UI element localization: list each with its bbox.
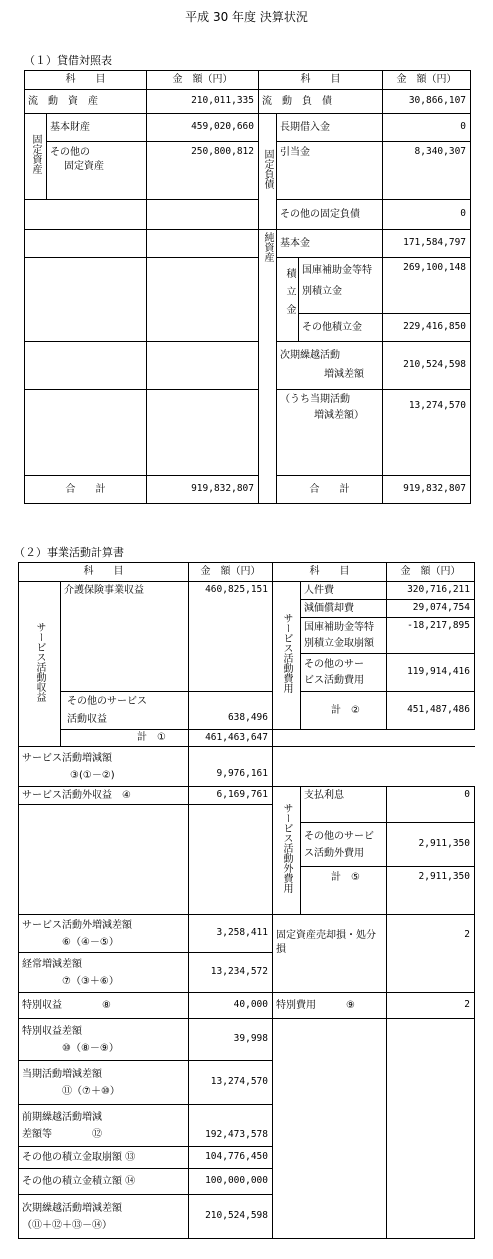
disposal-label: 固定資産売却損・処分損 bbox=[273, 915, 387, 993]
fixed-assets-group: 固定資産 bbox=[25, 114, 47, 200]
other-fixed-liab-value: 0 bbox=[383, 200, 471, 230]
empty-cell bbox=[147, 258, 259, 342]
basic-property-value: 459,020,660 bbox=[147, 114, 259, 142]
other-service-income-label: その他のサービス 活動収益 bbox=[61, 692, 189, 730]
nonop-total-label: 計 ⑤ bbox=[301, 867, 387, 915]
service-diff-label: サービス活動増減額 ③(①－②) bbox=[19, 747, 189, 787]
empty-cell bbox=[147, 200, 259, 230]
empty-cell bbox=[25, 390, 147, 476]
total-right-label: 合 計 bbox=[277, 476, 383, 504]
care-insurance-label: 介護保険事業収益 bbox=[61, 582, 189, 692]
balance-sheet-table bbox=[24, 70, 471, 504]
income-total-label: 計 ① bbox=[61, 730, 189, 747]
special-income-label: 特別収益 ⑧ bbox=[19, 993, 189, 1019]
current-assets-label: 流 動 資 産 bbox=[25, 90, 147, 114]
ordinary-diff-value: 13,234,572 bbox=[189, 953, 273, 993]
header-amount-left: 金 額（円） bbox=[147, 71, 259, 90]
header-item-left: 科 目 bbox=[19, 563, 189, 582]
personnel-value: 320,716,211 bbox=[387, 582, 475, 600]
personnel-label: 人件費 bbox=[301, 582, 387, 600]
empty-cell bbox=[189, 805, 273, 915]
accum-group: 積立金 bbox=[277, 258, 299, 342]
period-diff-value: 13,274,570 bbox=[189, 1061, 273, 1105]
reserve-reversal-value: 104,776,450 bbox=[189, 1147, 273, 1169]
page-title: 平成 30 年度 決算状況 bbox=[185, 10, 308, 24]
reserve-accum-label: その他の積立金積立額 ⑭ bbox=[19, 1169, 189, 1195]
special-diff-value: 39,998 bbox=[189, 1019, 273, 1061]
nonop-total-value: 2,911,350 bbox=[387, 867, 475, 915]
service-cost-group: サービス活動費用 bbox=[273, 582, 301, 730]
empty-cell bbox=[273, 747, 475, 787]
current-liab-value: 30,866,107 bbox=[383, 90, 471, 114]
activity-statement-table bbox=[18, 562, 475, 1239]
prev-carry-label: 前期繰越活動増減 差額等 ⑫ bbox=[19, 1105, 189, 1147]
total-left-label: 合 計 bbox=[25, 476, 147, 504]
current-period-label: （うち当期活動 増減差額） bbox=[277, 390, 383, 476]
ordinary-diff-label: 経常増減差額 ⑦（③＋⑥） bbox=[19, 953, 189, 993]
reserve-value: 8,340,307 bbox=[383, 142, 471, 200]
subsidy-reserve-value: 269,100,148 bbox=[383, 258, 471, 314]
header-amount-left: 金 額（円） bbox=[189, 563, 273, 582]
cost-total-value: 451,487,486 bbox=[387, 692, 475, 730]
empty-cell bbox=[19, 805, 189, 915]
reserve-label: 引当金 bbox=[277, 142, 383, 200]
total-right-value: 919,832,807 bbox=[383, 476, 471, 504]
other-fixed-liab-label: その他の固定負債 bbox=[277, 200, 383, 230]
total-left-value: 919,832,807 bbox=[147, 476, 259, 504]
carry-forward-value: 210,524,598 bbox=[383, 342, 471, 390]
disposal-value: 2 bbox=[387, 915, 475, 993]
empty-cell bbox=[25, 230, 147, 258]
service-diff-value: 9,976,161 bbox=[189, 747, 273, 787]
other-service-income-value: 638,496 bbox=[189, 692, 273, 730]
depreciation-label: 減価償却費 bbox=[301, 600, 387, 618]
subsidy-reserve-label: 国庫補助金等特 別積立金 bbox=[299, 258, 383, 314]
empty-cell bbox=[147, 390, 259, 476]
nonop-income-label: サービス活動外収益 ④ bbox=[19, 787, 189, 805]
current-period-value: 13,274,570 bbox=[383, 390, 471, 476]
basic-fund-value: 171,584,797 bbox=[383, 230, 471, 258]
depreciation-value: 29,074,754 bbox=[387, 600, 475, 618]
header-item-right: 科 目 bbox=[259, 71, 383, 90]
reserve-accum-value: 100,000,000 bbox=[189, 1169, 273, 1195]
special-cost-label: 特別費用 ⑨ bbox=[273, 993, 387, 1019]
next-carry-value: 210,524,598 bbox=[189, 1195, 273, 1239]
fixed-liab-group: 固定負債 bbox=[259, 114, 277, 230]
long-loan-label: 長期借入金 bbox=[277, 114, 383, 142]
other-nonop-cost-value: 2,911,350 bbox=[387, 823, 475, 867]
current-liab-label: 流 動 負 債 bbox=[259, 90, 383, 114]
other-fixed-assets-value: 250,800,812 bbox=[147, 142, 259, 200]
header-amount-right: 金 額（円） bbox=[383, 71, 471, 90]
subsidy-reversal-value: -18,217,895 bbox=[387, 618, 475, 654]
long-loan-value: 0 bbox=[383, 114, 471, 142]
subsidy-reversal-label: 国庫補助金等特 別積立金取崩額 bbox=[301, 618, 387, 654]
service-income-group: サービス活動収益 bbox=[19, 582, 61, 747]
nonop-cost-group: サービス活動外費用 bbox=[273, 787, 301, 915]
carry-forward-label: 次期繰越活動 増減差額 bbox=[277, 342, 383, 390]
empty-cell bbox=[25, 200, 147, 230]
reserve-reversal-label: その他の積立金取崩額 ⑬ bbox=[19, 1147, 189, 1169]
special-diff-label: 特別収益差額 ⑩（⑧－⑨） bbox=[19, 1019, 189, 1061]
special-income-value: 40,000 bbox=[189, 993, 273, 1019]
basic-property-label: 基本財産 bbox=[47, 114, 147, 142]
empty-cell bbox=[25, 342, 147, 390]
activity-statement-heading: （２）事業活動計算書 bbox=[14, 546, 124, 559]
empty-cell bbox=[147, 342, 259, 390]
net-assets-group: 純資産 bbox=[259, 230, 277, 504]
basic-fund-label: 基本金 bbox=[277, 230, 383, 258]
interest-label: 支払利息 bbox=[301, 787, 387, 823]
balance-sheet-heading: （１）貸借対照表 bbox=[24, 54, 112, 67]
empty-cell bbox=[273, 1019, 387, 1239]
period-diff-label: 当期活動増減差額 ⑪（⑦＋⑩） bbox=[19, 1061, 189, 1105]
empty-cell bbox=[147, 230, 259, 258]
next-carry-label: 次期繰越活動増減差額 （⑪＋⑫＋⑬－⑭） bbox=[19, 1195, 189, 1239]
income-total-value: 461,463,647 bbox=[189, 730, 273, 747]
special-cost-value: 2 bbox=[387, 993, 475, 1019]
interest-value: 0 bbox=[387, 787, 475, 823]
empty-cell bbox=[387, 1019, 475, 1239]
nonop-diff-label: サービス活動外増減差額 ⑥（④－⑤） bbox=[19, 915, 189, 953]
other-service-cost-value: 119,914,416 bbox=[387, 654, 475, 692]
header-item-right: 科 目 bbox=[273, 563, 387, 582]
nonop-income-value: 6,169,761 bbox=[189, 787, 273, 805]
prev-carry-value: 192,473,578 bbox=[189, 1105, 273, 1147]
care-insurance-value: 460,825,151 bbox=[189, 582, 273, 692]
header-amount-right: 金 額（円） bbox=[387, 563, 475, 582]
other-reserve-label: その他積立金 bbox=[299, 314, 383, 342]
empty-cell bbox=[25, 258, 147, 342]
other-nonop-cost-label: その他のサービ ス活動外費用 bbox=[301, 823, 387, 867]
empty-cell bbox=[273, 730, 475, 747]
other-service-cost-label: その他のサー ビス活動費用 bbox=[301, 654, 387, 692]
header-item-left: 科 目 bbox=[25, 71, 147, 90]
other-reserve-value: 229,416,850 bbox=[383, 314, 471, 342]
nonop-diff-value: 3,258,411 bbox=[189, 915, 273, 953]
current-assets-value: 210,011,335 bbox=[147, 90, 259, 114]
other-fixed-assets-label: その他の 固定資産 bbox=[47, 142, 147, 200]
cost-total-label: 計 ② bbox=[301, 692, 387, 730]
